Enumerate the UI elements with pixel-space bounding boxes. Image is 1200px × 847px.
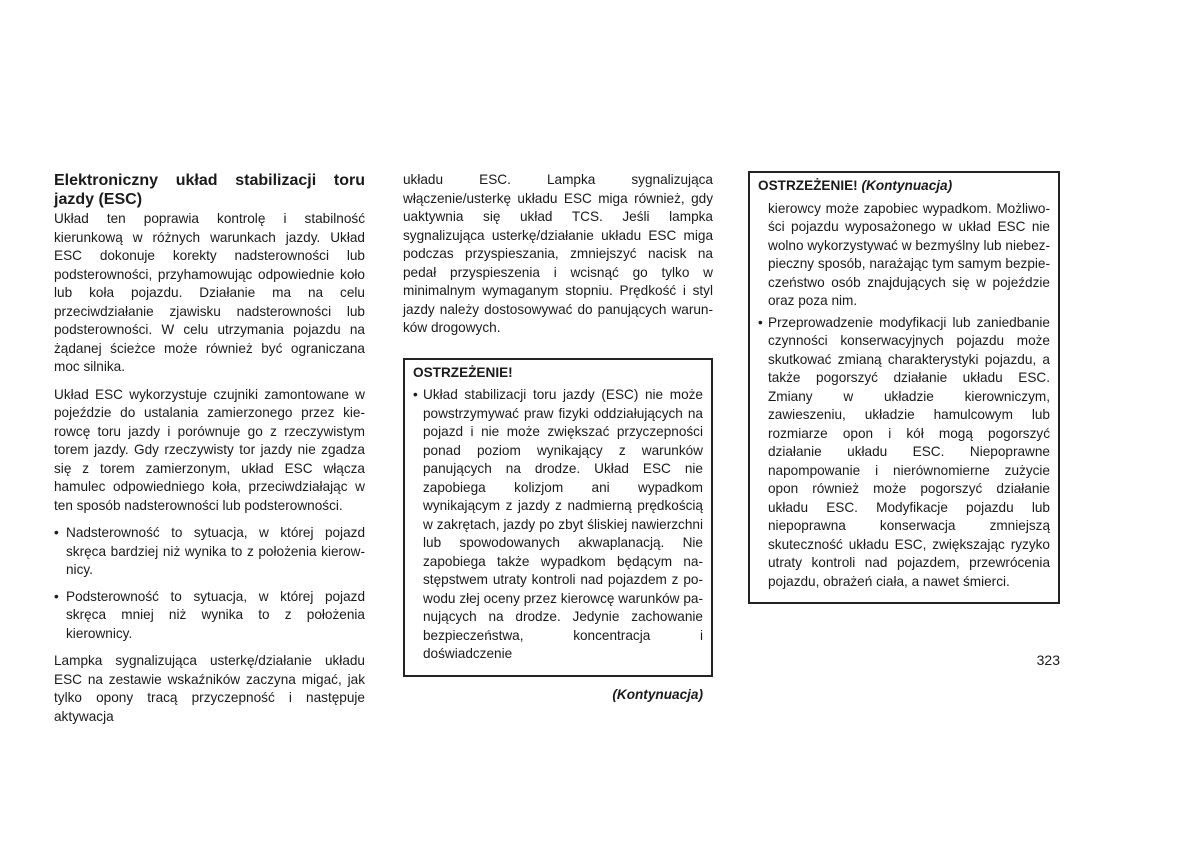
continued-note: (Kontynuacja) (612, 686, 703, 702)
list-item (54, 524, 365, 580)
warning-title-continued-label: (Kontynuacja) (861, 178, 953, 193)
page-number: 323 (1036, 652, 1060, 668)
section-title: Elektroniczny układ stabilizacji toru jazdy (ESC) (54, 172, 365, 208)
definitions-list (54, 524, 365, 643)
intro-paragraph: Układ ten poprawia kontrolę i stabilność kierunkową w różnych warunkach jazdy. Układ ESC dokonuje korekty nadsterowności lub podsterowności, przyhamowując odpowiednie koło lub koła pojazdu. Działanie ma na celu przeciwdziałanie zjawisku nadsterowności lub podsterowności. W celu utrzymania pojazdu na żądanej ścieżce może również być ograniczana moc silnika. (54, 211, 365, 374)
definition-oversteer: Nadsterowność to sytuacja, w której pojazd skręca bardziej niż wynika to z położenia kierownicy. (66, 525, 365, 577)
warning-title: OSTRZEŻENIE! (413, 364, 513, 380)
warning-title-continued (758, 177, 1050, 196)
warning-list (413, 386, 703, 664)
lamp-paragraph: Lampka sygnalizująca usterkę/działanie układu ESC na zestawie wskaźników zaczyna migać, jak tylko opony tracą przyczepność i następuje aktywacja (54, 653, 365, 724)
list-item (758, 314, 1050, 592)
warning-list (758, 314, 1050, 592)
warning-box (403, 358, 713, 677)
column-right (748, 171, 1060, 604)
warning-item-esc-limits-continued: kierowcy może zapobiec wypadkom. Możliwości pojazdu wyposażonego w układ ESC nie wolno wykorzystywać w bezmyślny lub niebezpieczny sposób, narażając tym samym bezpieczeństwo osób znajdujących się w pojeździe oraz poza nim. (768, 200, 1050, 308)
list-item (413, 386, 703, 664)
column-left (54, 171, 365, 735)
warning-title-text: OSTRZEŻENIE! (758, 178, 858, 193)
bullet-icon: • (54, 525, 59, 540)
bullet-icon: • (54, 588, 59, 604)
bullet-icon: • (413, 387, 418, 402)
bullet-icon: • (758, 314, 763, 330)
warning-item-esc-limits: Układ stabilizacji toru jazdy (ESC) nie może powstrzymywać praw fizyki oddziałujących na pojazd i nie może zwiększać przyczepności ponad poziom wynikający z warunków panujących na drodze. Układ ESC nie zapobiega kolizjom ani wypadkom wynikającym z jazdy z nadmierną prędkością w zakrętach, jazdy po zbyt śliskiej nawierzchni lub spowodowanych akwaplanacją. Nie zapobiega także wypadkom będącym następstwem utraty kontroli nad pojazdem z powodu złej oceny przez kierowcę warunków panujących na drodze. Jedynie zachowanie bezpieczeństwa, koncentracja i doświadczenie (423, 387, 703, 661)
warning-item-modifications: Przeprowadzenie modyfikacji lub zaniedbanie czynności konserwacyjnych pojazdu może skutkować zmianą charakterystyki pojazdu, a także pogorszyć działanie układu ESC. Zmiany w układzie kierowniczym, zawieszeniu, układzie hamulcowym lub rozmiarze opon i kół mogą pogorszyć działanie układu ESC. Niepoprawne napompowanie i nierównomierne zużycie opon również może pogorszyć działanie układu ESC. Modyfikacje pojazdu lub niepoprawna konserwacja zmniejszą skuteczność układu ESC, zwiększając ryzyko utraty kontroli nad pojazdem, przewrócenia pojazdu, obrażeń ciała, a nawet śmierci. (768, 314, 1050, 589)
definition-understeer: Podsterowność to sytuacja, w której pojazd skręca mniej niż wynika to z położenia kierownicy. (66, 588, 365, 641)
column-middle (403, 171, 713, 704)
list-item (54, 588, 365, 644)
warning-box-continued (748, 171, 1060, 604)
lamp-paragraph-continued: układu ESC. Lampka sygnalizująca włączenie/usterkę układu ESC miga również, gdy uaktywnia się układ TCS. Jeśli lampka sygnalizująca usterkę/działanie układu ESC miga podczas przyspieszania, zmniejszyć nacisk na pedał przyspieszenia i wcisnąć go tylko w minimalnym wymaganym stopniu. Prędkość i styl jazdy należy dostosowywać do panujących warunków drogowych. (403, 172, 713, 335)
sensors-paragraph: Układ ESC wykorzystuje czujniki zamontowane w pojeździe do ustalania zamierzonego przez kierowcę toru jazdy i porównuje go z rzeczywistym torem jazdy. Gdy rzeczywisty tor jazdy nie zgadza się z torem zamierzonym, układ ESC włącza hamulec odpowiedniego koła, przeciwdziałając w ten sposób nadsterowności lub podsterowności. (54, 386, 365, 513)
